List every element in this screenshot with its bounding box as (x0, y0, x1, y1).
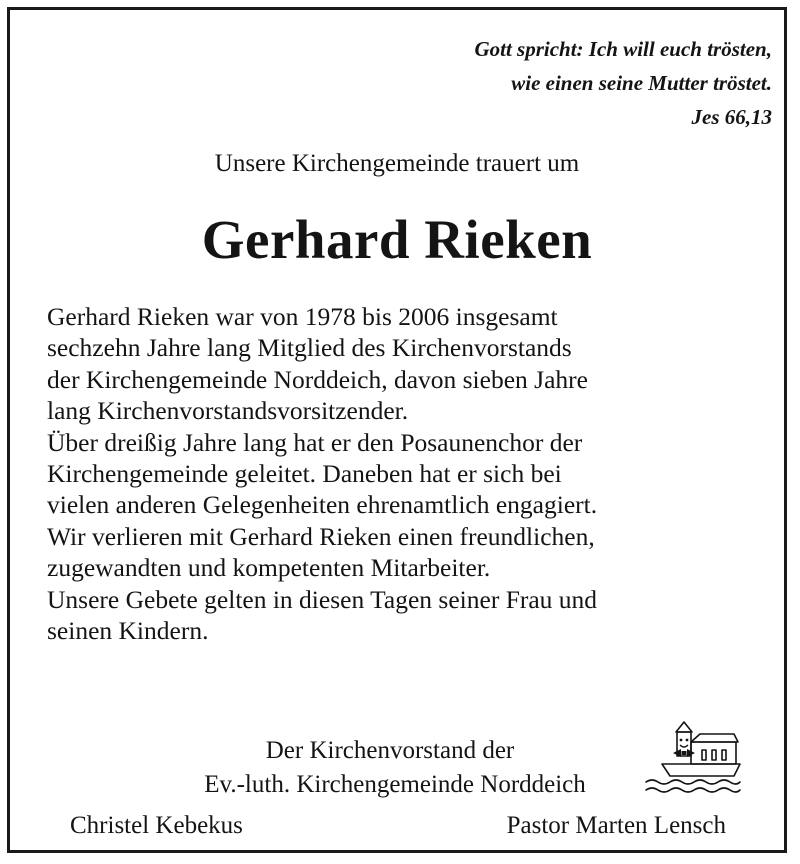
intro-text: Unsere Kirchengemeinde trauert um (214, 150, 580, 177)
obituary-body (47, 301, 777, 646)
verse-line-1: Gott spricht: Ich will euch trösten, (474, 37, 772, 61)
signatory-right: Pastor Marten Lensch (506, 812, 726, 839)
church-boat-logo-icon (642, 720, 742, 800)
verse-line-2: wie einen seine Mutter tröstet. (511, 71, 772, 95)
obituary-notice (7, 7, 787, 853)
deceased-name: Gerhard Rieken (201, 209, 593, 270)
body-line: Kirchengemeinde geleitet. Daneben hat er sich bei (47, 459, 562, 489)
body-line: Unsere Gebete gelten in diesen Tagen seiner Frau und (47, 584, 598, 614)
signature-line-1: Der Kirchenvorstand der (265, 737, 515, 764)
signatory-left: Christel Kebekus (70, 812, 243, 839)
body-line: sechzehn Jahre lang Mitglied des Kirchenvorstands (47, 333, 572, 363)
body-line: der Kirchengemeinde Norddeich, davon sieben Jahre (47, 364, 588, 394)
body-line: Wir verlieren mit Gerhard Rieken einen freundlichen, (47, 521, 595, 551)
verse-reference: Jes 66,13 (691, 105, 772, 129)
bible-verse (474, 32, 772, 134)
body-line: seinen Kindern. (47, 616, 209, 646)
body-line: vielen anderen Gelegenheiten ehrenamtlich engagiert. (47, 490, 598, 520)
body-line: zugewandten und kompetenten Mitarbeiter. (47, 553, 491, 583)
body-line: Über dreißig Jahre lang hat er den Posaunenchor der (47, 427, 583, 457)
signature-line-2: Ev.-luth. Kirchengemeinde Norddeich (204, 771, 586, 798)
body-line: Gerhard Rieken war von 1978 bis 2006 insgesamt (47, 302, 558, 331)
body-line: lang Kirchenvorstandsvorsitzender. (47, 396, 409, 426)
